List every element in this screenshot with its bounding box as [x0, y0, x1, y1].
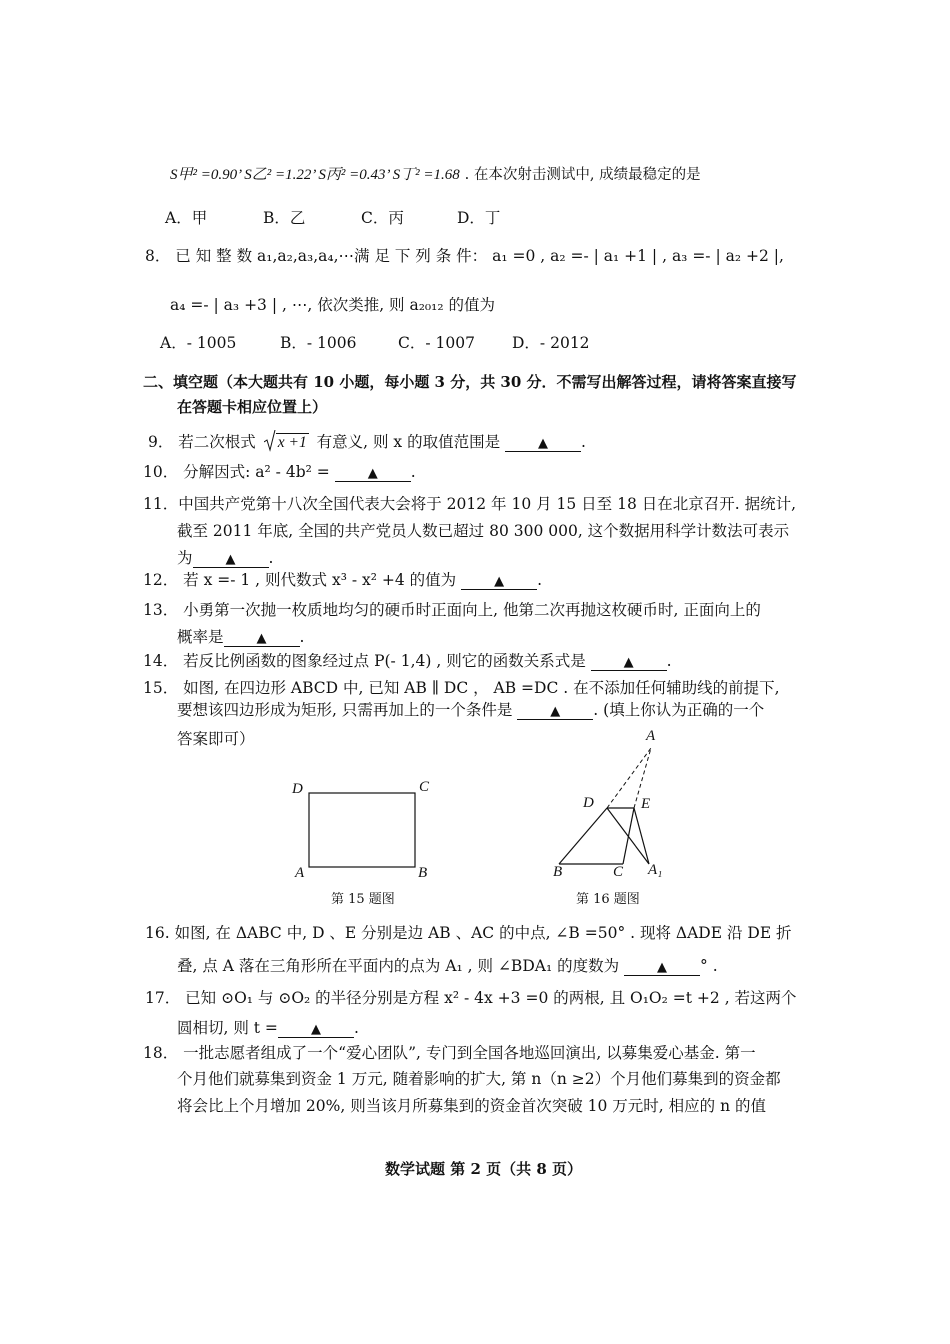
q12-answer-blank[interactable]: ▲	[461, 572, 537, 590]
q13-answer-blank[interactable]: ▲	[224, 629, 300, 647]
q15-line3: 答案即可）	[177, 730, 255, 748]
q17-line2: 圆相切, 则 t = ▲ .	[177, 1019, 359, 1037]
q9: 9． 若二次根式 x +1 有意义, 则 x 的取值范围是 ▲ .	[148, 430, 586, 452]
q7-option-a[interactable]: A．甲	[165, 209, 208, 227]
q14: 14． 若反比例函数的图象经过点 P(- 1,4) , 则它的函数关系式是 ▲ .	[143, 652, 672, 670]
section2-heading: 二、填空题（本大题共有 10 小题，每小题 3 分，共 30 分．不需写出解答过程，请将答案直接写	[143, 373, 797, 391]
q15-answer-blank[interactable]: ▲	[517, 702, 593, 720]
q18-line2: 个月他们就募集到资金 1 万元, 随着影响的扩大, 第 n（n ≥2）个月他们募集到的资金都	[177, 1070, 781, 1088]
fig16-label-a1: A₁	[648, 862, 663, 878]
q8-option-b[interactable]: B．- 1006	[280, 334, 357, 352]
radical-sign-icon	[264, 430, 276, 452]
q10-answer-blank[interactable]: ▲	[335, 464, 411, 482]
q14-answer-blank[interactable]: ▲	[591, 653, 667, 671]
sqrt-symbol: x +1	[264, 433, 309, 452]
fig16-label-e: E	[641, 796, 651, 812]
fig16-label-d: D	[583, 795, 594, 811]
fig15-label-b: B	[418, 865, 428, 881]
q8-option-a[interactable]: A．- 1005	[160, 334, 237, 352]
q18-line1: 18． 一批志愿者组成了一个“爱心团队”, 专门到全国各地巡回演出, 以募集爱心基金. 第一	[143, 1044, 756, 1062]
q11-line3: 为 ▲ .	[177, 549, 274, 567]
fig15-label-a: A	[295, 865, 305, 881]
fig15-label-c: C	[419, 779, 430, 795]
q9-answer-blank[interactable]: ▲	[505, 434, 581, 452]
page-footer: 数学试题 第 2 页（共 8 页）	[385, 1160, 582, 1178]
fig16-caption: 第 16 题图	[576, 892, 640, 907]
fig16-label-a: A	[646, 728, 656, 744]
q7-option-c[interactable]: C．丙	[361, 209, 404, 227]
q13-line1: 13． 小勇第一次抛一枚质地均匀的硬币时正面向上, 他第二次再抛这枚硬币时, 正面向上的	[143, 601, 761, 619]
q7-option-d[interactable]: D．丁	[457, 209, 501, 227]
section2-heading-cont: 在答题卡相应位置上）	[177, 398, 328, 416]
q8-line1: 8． 已 知 整 数 a₁,a₂,a₃,a₄,⋯满 足 下 列 条 件： a₁ =0 , a₂ =- | a₁ +1 | , a₃ =- | a₂ +2 |,	[145, 247, 784, 265]
fig16-label-c: C	[613, 864, 624, 880]
fig15-label-d: D	[292, 781, 303, 797]
q16-line1: 16. 如图, 在 ΔABC 中, D 、E 分别是边 AB 、AC 的中点, ∠B =50° . 现将 ΔADE 沿 DE 折	[145, 924, 792, 942]
fig16-triangle	[545, 728, 685, 873]
q7-option-b[interactable]: B．乙	[263, 209, 306, 227]
figure-15	[285, 775, 445, 915]
fig16-label-b: B	[553, 864, 563, 880]
q8-line2: a₄ =- | a₃ +3 | , ⋯, 依次类推, 则 a₂₀₁₂ 的值为	[170, 296, 496, 314]
q15-line2: 要想该四边形成为矩形, 只需再加上的一个条件是 ▲ . (填上你认为正确的一个	[177, 701, 765, 719]
q11-line2: 截至 2011 年底, 全国的共产党员人数已超过 80 300 000, 这个数据用科学计数法可表示	[177, 522, 790, 540]
fig15-caption: 第 15 题图	[331, 892, 395, 907]
q16-line2: 叠, 点 A 落在三角形所在平面内的点为 A₁ , 则 ∠BDA₁ 的度数为 ▲ ° .	[177, 957, 718, 975]
figure-16	[545, 728, 685, 918]
q16-answer-blank[interactable]: ▲	[624, 958, 700, 976]
q7-variances: S甲² =0.90’ S乙² =1.22’ S丙² =0.43’ S丁² =1.68 . 在本次射击测试中, 成绩最稳定的是	[170, 167, 701, 183]
q17-answer-blank[interactable]: ▲	[278, 1020, 354, 1038]
q13-line2: 概率是 ▲ .	[177, 628, 305, 646]
q17-line1: 17． 已知 ⊙O₁ 与 ⊙O₂ 的半径分别是方程 x² - 4x +3 =0 的两根, 且 O₁O₂ =t +2 , 若这两个	[145, 989, 797, 1007]
q8-option-c[interactable]: C．- 1007	[398, 334, 475, 352]
q12: 12． 若 x =- 1 , 则代数式 x³ - x² +4 的值为 ▲ .	[143, 571, 543, 589]
q15-line1: 15． 如图, 在四边形 ABCD 中, 已知 AB ∥ DC ， AB =DC . 在不添加任何辅助线的前提下,	[143, 679, 780, 697]
q8-option-d[interactable]: D．- 2012	[512, 334, 590, 352]
q11-line1: 11．中国共产党第十八次全国代表大会将于 2012 年 10 月 15 日至 18 日在北京召开. 据统计,	[143, 495, 797, 513]
q11-answer-blank[interactable]: ▲	[193, 550, 269, 568]
q18-line3: 将会比上个月增加 20%, 则当该月所募集到的资金首次突破 10 万元时, 相应的 n 的值	[177, 1097, 767, 1115]
q10: 10． 分解因式: a² - 4b² = ▲ .	[143, 463, 416, 481]
